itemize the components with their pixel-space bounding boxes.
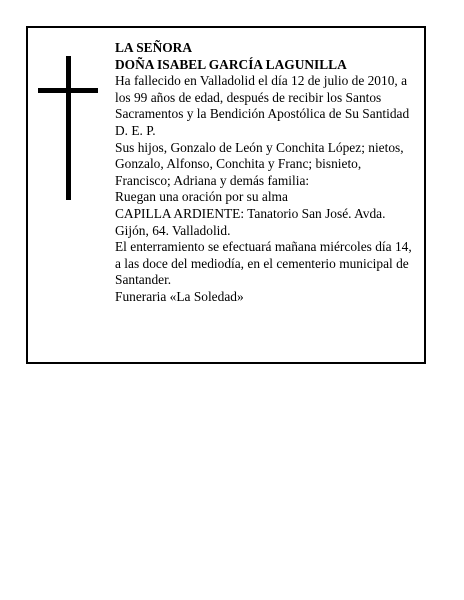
notice-body-line: Ha fallecido en Valladolid el día 12 de julio de 2010, a xyxy=(115,73,408,89)
cross-vertical-bar xyxy=(66,56,71,200)
notice-body-line: Sus hijos, Gonzalo de León y Conchita López; nietos, xyxy=(115,139,404,155)
notice-body-line: CAPILLA ARDIENTE: Tanatorio San José. Avda. xyxy=(115,205,386,221)
notice-text xyxy=(115,40,420,306)
notice-body-line: El enterramiento se efectuará mañana miércoles día 14, xyxy=(115,239,412,255)
notice-body-line: Gonzalo, Alfonso, Conchita y Franc; bisnieto, xyxy=(115,156,362,172)
notice-body-line: a las doce del mediodía, en el cementerio municipal de xyxy=(115,255,409,271)
obituary-notice xyxy=(26,26,426,364)
notice-body-line: Ruegan una oración por su alma xyxy=(115,189,288,205)
notice-body-line: Santander. xyxy=(115,272,172,288)
notice-body-line: Funeraria «La Soledad» xyxy=(115,288,244,304)
notice-title-line: LA SEÑORA xyxy=(115,40,193,55)
cross-icon xyxy=(38,56,98,200)
deceased-name: DOÑA ISABEL GARCÍA LAGUNILLA xyxy=(115,56,347,72)
notice-body-line: D. E. P. xyxy=(115,122,156,138)
cross-horizontal-bar xyxy=(38,88,98,93)
notice-body-line: los 99 años de edad, después de recibir los Santos xyxy=(115,89,382,105)
notice-body-line: Sacramentos y la Bendición Apostólica de Su Santidad xyxy=(115,106,410,122)
notice-body-line: Francisco; Adriana y demás familia: xyxy=(115,172,310,188)
notice-body-line: Gijón, 64. Valladolid. xyxy=(115,222,231,238)
